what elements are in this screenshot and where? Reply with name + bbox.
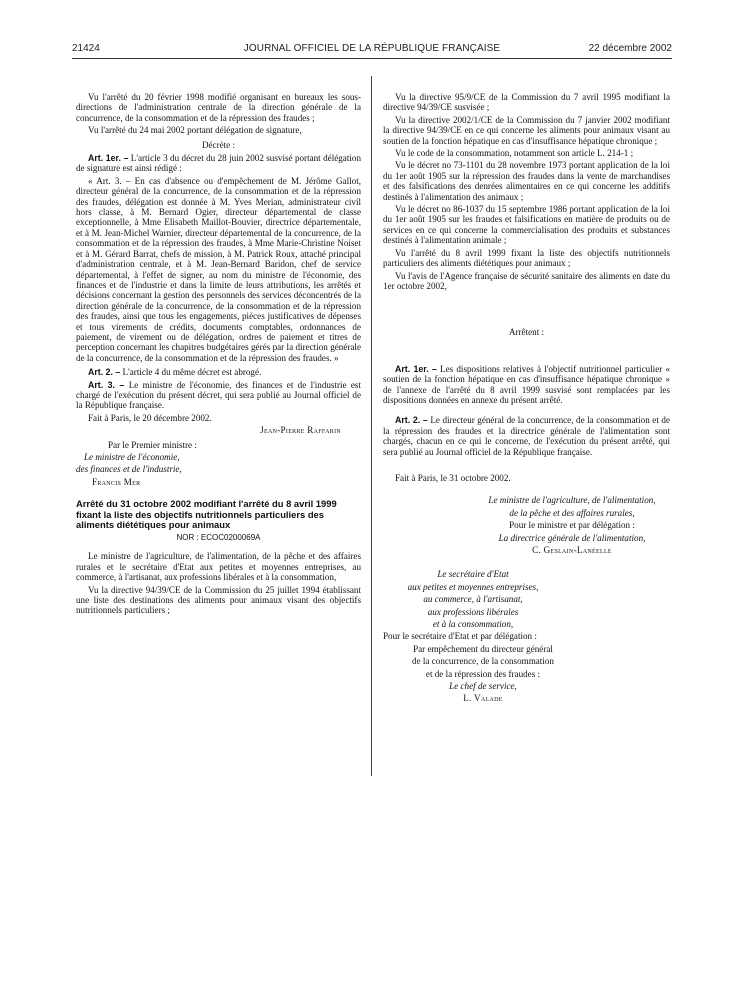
article-label: Art. 1er. –: [395, 363, 437, 374]
nor-reference: NOR : ECOC0200069A: [176, 533, 261, 542]
article-1: [76, 153, 361, 174]
signature-role: Le chef de service,: [449, 681, 517, 692]
article-label: Art. 2. –: [395, 415, 428, 426]
fait-a-paris: Fait à Paris, le 20 décembre 2002.: [88, 412, 212, 423]
article-2: [383, 415, 670, 457]
issue-date: 22 décembre 2002: [588, 43, 672, 54]
signature-role: des finances et de l'industrie,: [76, 464, 182, 475]
article-label: Art. 3. –: [88, 379, 125, 390]
article-text: Le directeur général de la concurrence, de la consommation et de la répression des fraudes et la directrice générale de l'alimentation sont chargés, chacun en ce qui le concerne, de l'exécution du présent arrêté, qui sera publié au Journal officiel de la République française.: [383, 415, 670, 457]
column-divider: [371, 76, 372, 776]
signature-role: de la concurrence, de la consommation: [412, 656, 554, 667]
article-2: [76, 367, 361, 377]
paragraph: Vu l'avis de l'Agence française de sécurité sanitaire des aliments en date du 1er octobre 2002,: [383, 270, 670, 291]
signature-role: et de la répression des fraudes :: [425, 668, 541, 679]
signature: Francis Mer: [92, 476, 141, 487]
signature-block-emp: [383, 644, 573, 704]
paragraph: Vu la directive 2002/1/CE de la Commission du 7 janvier 2002 modifiant la directive 94/39/CE en ce qui concerne les aliments pour animaux visant au soutien de la fonction hépatique en cas d'insuffisance hépatique chronique ;: [383, 114, 670, 146]
article-3-quote: « Art. 3. – En cas d'absence ou d'empêchement de M. Jérôme Gallot, directeur général de la concurrence, de la consommation et de la répression des fraudes, délégation est donnée à M. Yves Merian, administrateur civil hors classe, à M. Bernard Ogier, directeur départemental de classe exceptionnelle, à Mme Elisabeth Maillot-Bouvier, directrice départementale, et à M. Jean-Michel Warnier, directeur départemental de la concurrence, de la consommation et de la répression des fraudes, à Mme Marie-Christine Noiset et à M. Gérard Barrat, chefs de mission, à M. Patrick Roux, attaché principal d'administration centrale, et à M. Jean-Bernard Baridon, chef de service départemental, à l'effet de signer, au nom du ministre de l'économie, des finances et de l'industrie et dans la limite de leurs attributions, les arrêtés et décisions concernant la gestion des personnels des services déconcentrés de la direction générale de la concurrence, de la consommation et de la répression des fraudes, ainsi que tous les engagements, pièces justificatives de dépenses et tous virements de crédits, documents comptables, ordonnances de paiement, de virement ou de délégation, ordres de paiement et titres de perception concernant les chapitres budgétaires gérés par la direction générale de la concurrence, de la consommation et de la répression des fraudes. »: [76, 175, 361, 363]
signature: L. Valade: [463, 693, 503, 704]
paragraph: Vu le décret no 86-1037 du 15 septembre 1986 portant application de la loi du 1er août 1905 sur les fraudes et falsifications en matière de produits ou de services en ce qui concerne la commercialisation des produits et substances destinés à l'alimentation animale ;: [383, 204, 670, 246]
signature-role: aux petites et moyennes entreprises,: [407, 581, 539, 592]
signature-role: Pour le ministre et par délégation :: [509, 520, 635, 531]
journal-title: JOURNAL OFFICIEL DE LA RÉPUBLIQUE FRANÇAISE: [243, 43, 501, 54]
article-label: Art. 2. –: [88, 367, 121, 378]
paragraph: Vu l'arrêté du 8 avril 1999 fixant la liste des objectifs nutritionnels particuliers des aliments diététiques pour animaux ;: [383, 247, 670, 269]
signature-role: et à la consommation,: [432, 619, 514, 630]
paragraph: Le ministre de l'agriculture, de l'alimentation, de la pêche et des affaires rurales et le secrétaire d'Etat aux petites et moyennes entreprises, au commerce, à l'artisanat, aux professions libérales et à la consommation,: [76, 551, 361, 583]
article-label: Art. 1er. –: [88, 153, 129, 164]
article-text: Les dispositions relatives à l'objectif nutritionnel particulier « soutien de la fonction hépatique en cas d'insuffisance hépatique chronique » de l'annexe de l'arrêté du 8 avril 1999 susvisé sont remplacées par les dispositions données en annexe du présent arrêté.: [383, 363, 670, 405]
article-3: [76, 380, 361, 411]
signature-role: Par le Premier ministre :: [108, 439, 197, 450]
paragraph: Vu le décret no 73-1101 du 28 novembre 1973 portant application de la loi du 1er août 1905 sur la répression des fraudes dans la vente de marchandises et des falsifications des denrées alimentaires en ce qui concerne les additifs destinés à l'alimentation des animaux ;: [383, 160, 670, 202]
signature-role: La directrice générale de l'alimentation,: [498, 532, 646, 543]
signature-role: de la pêche et des affaires rurales,: [509, 507, 635, 518]
signature-role: Pour le secrétaire d'Etat et par délégation :: [383, 631, 537, 642]
paragraph: Vu l'arrêté du 24 mai 2002 portant délégation de signature,: [88, 125, 302, 136]
paragraph: Vu la directive 94/39/CE de la Commission du 25 juillet 1994 établissant une liste des destinations des aliments pour animaux visant des objectifs nutritionnels particuliers ;: [76, 584, 361, 616]
paragraph: Vu l'arrêté du 20 février 1998 modifié organisant en bureaux les sous-directions de l'administration centrale de la direction générale de la concurrence, de la consommation et de la répression des fraudes ;: [76, 92, 361, 123]
signature-role: Le secrétaire d'Etat: [437, 569, 509, 580]
article-text: L'article 4 du même décret est abrogé.: [120, 367, 262, 378]
arretent-heading: Arrêtent :: [508, 327, 545, 338]
signature-role: Par empêchement du directeur général: [413, 643, 553, 654]
signature: C. Geslain-Lanéelle: [532, 545, 612, 555]
signature-role: aux professions libérales: [427, 606, 519, 617]
signature-role: Le ministre de l'économie,: [84, 452, 180, 462]
article-text: Le ministre de l'économie, des finances et de l'industrie est chargé de l'exécution du présent décret, qui sera publié au Journal officiel de la République française.: [76, 379, 361, 411]
header-rule: [72, 58, 672, 59]
fait-a-paris: Fait à Paris, le 31 octobre 2002.: [395, 472, 511, 483]
decrete-heading: Décrète :: [201, 139, 236, 150]
paragraph: Vu la directive 95/9/CE de la Commission du 7 avril 1995 modifiant la directive 94/39/CE susvisée ;: [383, 92, 670, 113]
signature-role: au commerce, à l'artisanat,: [423, 594, 523, 605]
signature-block-sec: [383, 569, 563, 629]
paragraph: Vu le code de la consommation, notamment son article L. 214-1 ;: [395, 148, 634, 159]
article-text: L'article 3 du décret du 28 juin 2002 susvisé portant délégation de signature est ainsi rédigé :: [76, 153, 361, 174]
right-column: [383, 92, 670, 706]
page-number: 21424: [72, 43, 100, 54]
signature-block-agri: [383, 495, 677, 555]
left-column: [76, 92, 361, 618]
arrete-title: Arrêté du 31 octobre 2002 modifiant l'arrêté du 8 avril 1999 fixant la liste des objectifs nutritionnels particuliers des aliments diététiques pour animaux: [76, 498, 337, 531]
page-header: [72, 43, 672, 57]
signature-role: Le ministre de l'agriculture, de l'alimentation,: [488, 495, 656, 506]
signature: Jean-Pierre Raffarin: [260, 425, 341, 436]
article-1: [383, 364, 670, 406]
